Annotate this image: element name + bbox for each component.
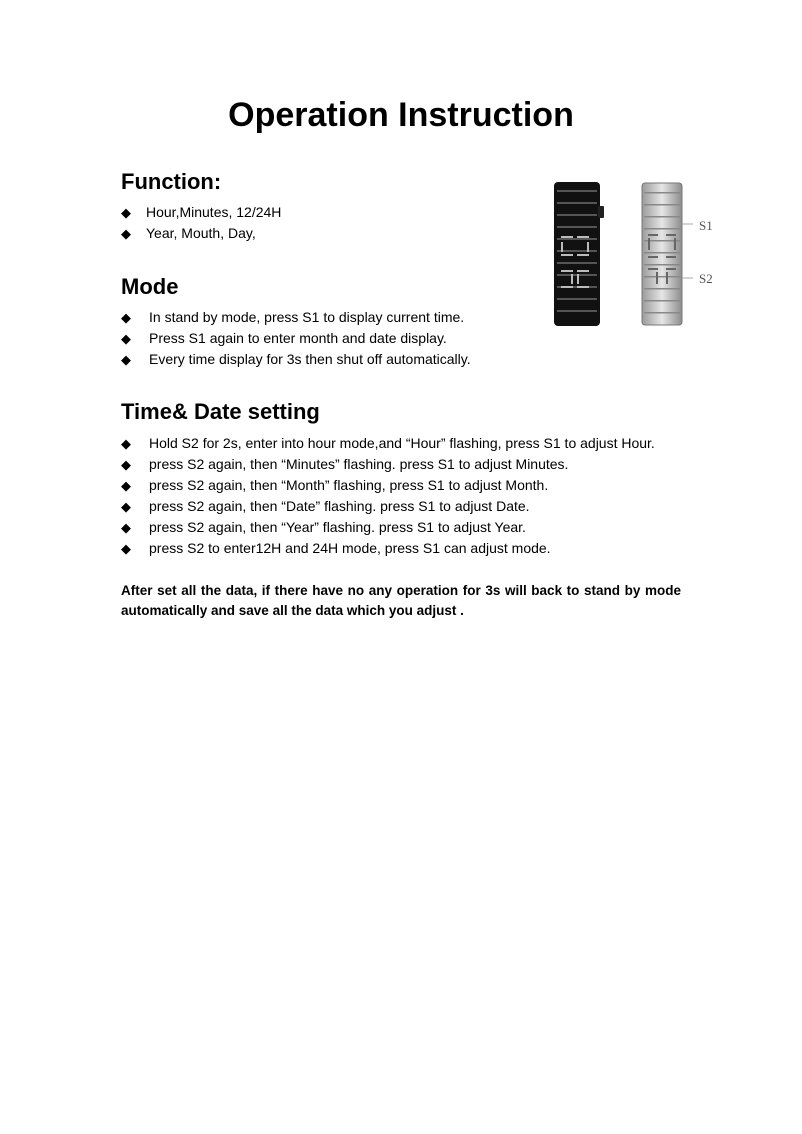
bullet-diamond-icon: ◆ [121, 541, 131, 556]
button-s1-label: S1 [699, 218, 713, 233]
function-heading: Function: [121, 169, 222, 194]
black-watch [554, 182, 604, 326]
bullet-diamond-icon: ◆ [121, 520, 131, 535]
bullet-diamond-icon: ◆ [121, 478, 131, 493]
bullet-diamond-icon: ◆ [121, 499, 131, 514]
bullet-diamond-icon: ◆ [121, 331, 131, 346]
time-date-heading: Time& Date setting [121, 399, 320, 424]
mode-heading: Mode [121, 274, 179, 299]
save-note: After set all the data, if there have no any operation for 3s will back to stand by mode automatically and save all the data which you adjust . [121, 583, 681, 618]
bullet-diamond-icon: ◆ [121, 436, 131, 451]
watch-image [545, 178, 725, 330]
bullet-diamond-icon: ◆ [121, 352, 131, 367]
bullet-diamond-icon: ◆ [121, 457, 131, 472]
watch-illustration [545, 178, 725, 330]
page-title: Operation Instruction [228, 96, 574, 134]
button-s2-label: S2 [699, 271, 713, 286]
bullet-diamond-icon: ◆ [121, 205, 131, 220]
bullet-diamond-icon: ◆ [121, 310, 131, 325]
bullet-diamond-icon: ◆ [121, 226, 131, 241]
silver-watch [642, 183, 682, 325]
